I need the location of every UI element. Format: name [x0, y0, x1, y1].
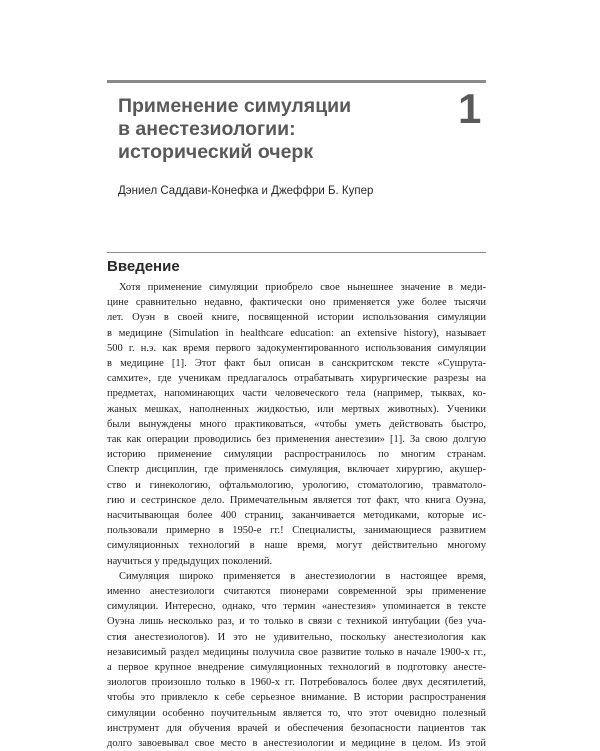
chapter-title-line: в анестезиологии: [118, 118, 296, 140]
body-text-line: лет. Оуэн в своей книге, посвященной истории использования симуляции [107, 312, 486, 324]
body-text-line: в медицине (Simulation in healthcare education: an extensive history), называет [107, 327, 486, 339]
body-text-line: чтобы это привлекло к себе серьезное внимание. В истории распространения [107, 692, 486, 704]
section-heading: Введение [107, 258, 180, 275]
body-text-line: Оуэна лишь несколько раз, и то только в связи с техникой интубации (без уча- [107, 616, 486, 628]
body-text-line: научиться у предыдущих поколений. [107, 555, 273, 567]
body-text-line: так как операции проводились без применения анестезии» [1]. За свою долгую [107, 434, 486, 446]
body-text-line: инструмент для обучения врачей и обеспечения безопасности пациентов так [107, 722, 486, 734]
chapter-title-line: Применение симуляции [118, 95, 352, 117]
body-text-line: симуляции особенно поучительным является то, что этот очевидно полезный [107, 707, 486, 719]
body-text-line: историю применение симуляции распространилось по многим странам. [107, 449, 486, 461]
body-text-line: симуляции. Интересно, однако, что термин «анестезия» упоминается в тексте [107, 601, 486, 613]
body-text-line: пользовали примерно в 1950-е гг.! Специалисты, занимающиеся развитием [107, 525, 486, 537]
body-text-line: предметах, напоминающих части человеческого тела (например, тыквах, ко- [107, 388, 486, 400]
body-text-line: а первое крупное внедрение симуляционных технологий в подготовку анесте- [107, 662, 486, 674]
body-text-line: зиологов произошло только в 1960-х гг. Потребовалось более двух десятилетий, [107, 677, 486, 689]
body-text-line: независимый раздел медицины получила свое развитие только в начале 1900-х гг., [107, 646, 486, 658]
body-text-line: долго завоевывал свое место в анестезиологии и медицине в целом. Из этой [107, 738, 486, 750]
chapter-title [118, 95, 418, 164]
chapter-authors: Дэниел Саддави-Конефка и Джеффри Б. Купер [118, 185, 374, 197]
body-text-line: стия анестезиологов). И это не удивительно, поскольку анестезиология как [107, 631, 486, 643]
body-text-line: насчитывающая более 400 страниц, заканчивается методиками, которые ис- [107, 510, 486, 522]
body-text-line: ство и гинекологию, офтальмологию, урологию, стоматологию, травматоло- [107, 479, 486, 491]
body-text-line: Спектр дисциплин, где применялось симуляция, включает хирургию, акушер- [107, 464, 486, 476]
body-text-line: Симуляция широко применяется в анестезиологии в настоящее время, [119, 570, 486, 582]
body-text-line: самхите», где ученикам предлагалось отрабатывать хирургические разрезы на [107, 373, 486, 385]
body-text-line: именно анестезиологи считаются пионерами современной эры применение [107, 586, 486, 598]
body-text-line: были вынуждены много практиковаться, «чтобы уметь действовать быстро, [107, 418, 486, 430]
body-text-line: цине сравнительно недавно, фактически оно применяется уже более тысячи [107, 297, 486, 309]
body-text-line: 500 г. н.э. как время первого задокументированного использования симуляции [107, 342, 486, 354]
body-text-line: жаных мешках, наполненных жидкостью, или мертвых животных). Ученики [107, 403, 486, 415]
body-text [107, 280, 486, 751]
body-text-line: в медицине [1]. Этот факт был описан в санскритском тексте «Сушрута- [107, 358, 486, 370]
body-text-line: Хотя применение симуляции приобрело свое нынешнее значение в меди- [119, 282, 486, 293]
top-rule [107, 80, 486, 83]
chapter-title-line: исторический очерк [118, 141, 314, 163]
body-text-line: гию и сестринское дело. Примечательным является тот факт, что книга Оуэна, [107, 494, 486, 506]
body-text-line: симуляционных технологий в наше время, могут действительно многому [107, 540, 486, 552]
section-rule [107, 252, 486, 253]
chapter-number: 1 [458, 85, 482, 132]
